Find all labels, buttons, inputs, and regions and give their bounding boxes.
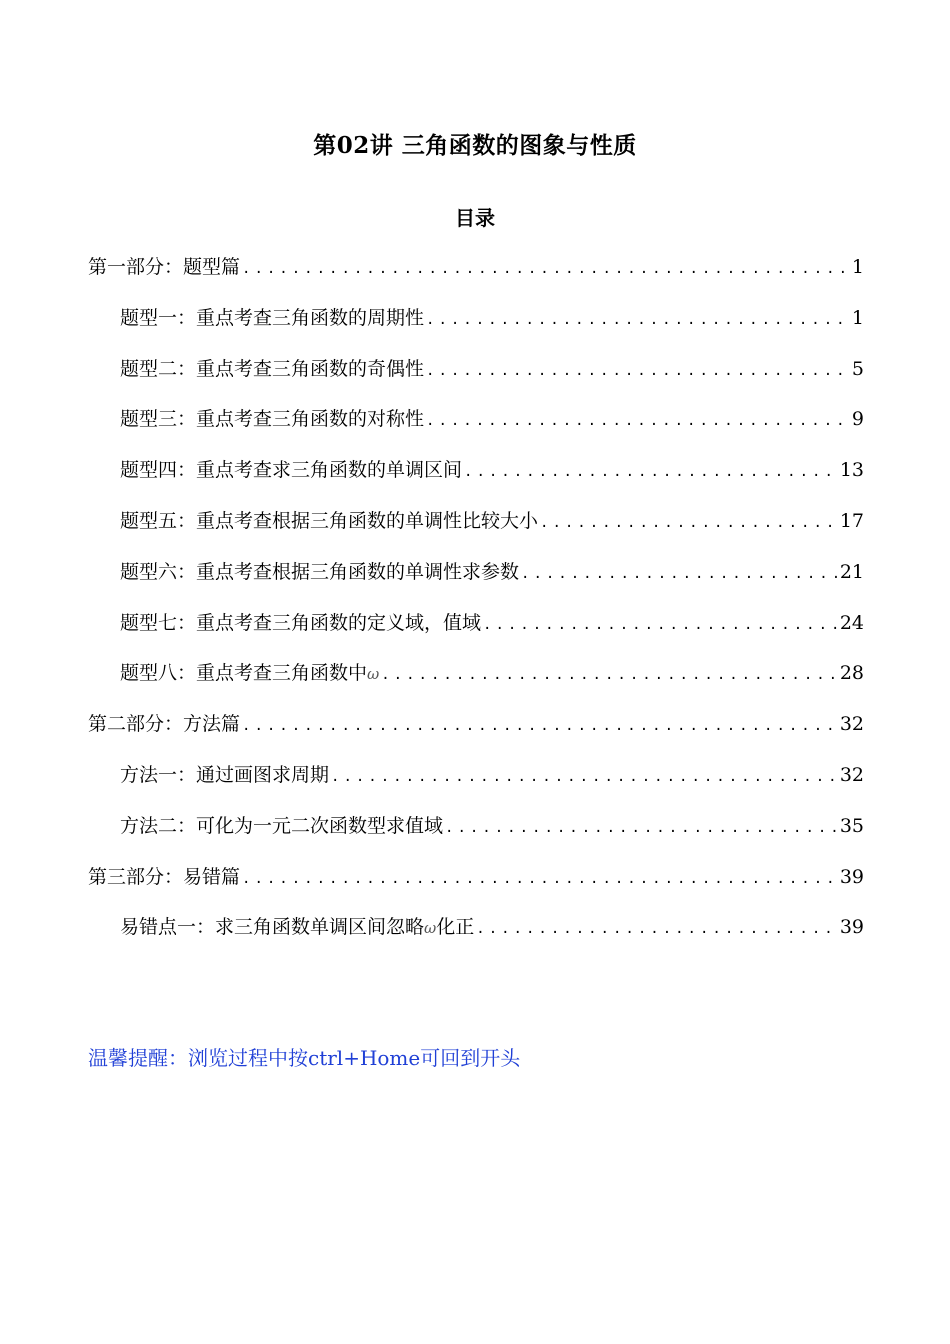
toc-entry-page: 1 <box>851 307 864 329</box>
toc-entry-label: 方法二：可化为一元二次函数型求值域 <box>120 815 444 837</box>
toc-dot-leader <box>242 261 850 277</box>
toc-dot-leader <box>483 617 838 633</box>
document-title: 第02讲 三角函数的图象与性质 <box>313 132 637 159</box>
toc-dot-leader <box>540 515 838 531</box>
toc-entry[interactable] <box>120 404 864 434</box>
toc-entry-label <box>120 658 379 685</box>
toc-entry[interactable] <box>120 760 864 790</box>
toc-entry-label-tail: 化正 <box>436 916 475 938</box>
toc-entry-label: 题型一：重点考查三角函数的周期性 <box>120 307 425 329</box>
toc-entry[interactable] <box>88 709 864 739</box>
toc-entry[interactable] <box>120 811 864 841</box>
toc-dot-leader <box>445 820 838 836</box>
toc-entry-page: 13 <box>839 459 864 481</box>
toc-entry-label: 方法一：通过画图求周期 <box>120 764 330 786</box>
toc-dot-leader <box>426 413 850 429</box>
toc-entry[interactable] <box>88 862 864 892</box>
toc-dot-leader <box>476 921 838 937</box>
toc-dot-leader <box>381 667 838 683</box>
toc-entry-page: 39 <box>839 916 864 938</box>
toc-entry-page: 9 <box>851 408 864 430</box>
toc-entry[interactable] <box>120 608 864 638</box>
toc-entry-label <box>120 912 474 939</box>
toc-entry-page: 28 <box>839 662 864 684</box>
toc-entry-page: 39 <box>839 866 864 888</box>
toc-entry-label: 题型七：重点考查三角函数的定义域，值域 <box>120 612 482 634</box>
toc-dot-leader <box>521 566 838 582</box>
toc-entry-label-text: 题型八：重点考查三角函数中 <box>120 662 368 684</box>
toc-entry[interactable] <box>120 506 864 536</box>
toc-entry-page: 17 <box>839 510 864 532</box>
toc-entry-label: 题型四：重点考查求三角函数的单调区间 <box>120 459 463 481</box>
toc-dot-leader <box>331 769 838 785</box>
toc-entry-label: 题型五：重点考查根据三角函数的单调性比较大小 <box>120 510 539 532</box>
toc-entry-page: 32 <box>839 713 864 735</box>
omega-symbol: ω <box>367 665 380 683</box>
toc-entry-label: 第三部分：易错篇 <box>88 866 241 888</box>
toc-dot-leader <box>242 871 838 887</box>
toc-entry-label-text: 易错点一：求三角函数单调区间忽略 <box>120 916 425 938</box>
reminder-note: 温馨提醒：浏览过程中按ctrl+Home可回到开头 <box>88 1046 521 1070</box>
toc-entry-label: 第一部分：题型篇 <box>88 256 241 278</box>
toc-dot-leader <box>242 718 838 734</box>
toc-dot-leader <box>426 363 850 379</box>
toc-entry-label: 第二部分：方法篇 <box>88 713 241 735</box>
toc-dot-leader <box>426 312 850 328</box>
toc-entry[interactable] <box>120 557 864 587</box>
toc-entry[interactable] <box>120 912 864 942</box>
toc-entry-label: 题型三：重点考查三角函数的对称性 <box>120 408 425 430</box>
omega-symbol: ω <box>424 919 437 937</box>
toc-entry-label: 题型六：重点考查根据三角函数的单调性求参数 <box>120 561 520 583</box>
toc-entry[interactable] <box>120 455 864 485</box>
toc-entry[interactable] <box>120 354 864 384</box>
toc-entry-page: 1 <box>851 256 864 278</box>
toc-entry[interactable] <box>120 658 864 688</box>
toc-entry[interactable] <box>120 303 864 333</box>
toc-entry-page: 32 <box>839 764 864 786</box>
toc-dot-leader <box>464 464 838 480</box>
toc-heading: 目录 <box>455 206 495 230</box>
toc-entry[interactable] <box>88 252 864 282</box>
toc-entry-label: 题型二：重点考查三角函数的奇偶性 <box>120 358 425 380</box>
toc-entry-page: 21 <box>839 561 864 583</box>
toc-entry-page: 5 <box>851 358 864 380</box>
toc-entry-page: 35 <box>839 815 864 837</box>
toc-entry-page: 24 <box>839 612 864 634</box>
